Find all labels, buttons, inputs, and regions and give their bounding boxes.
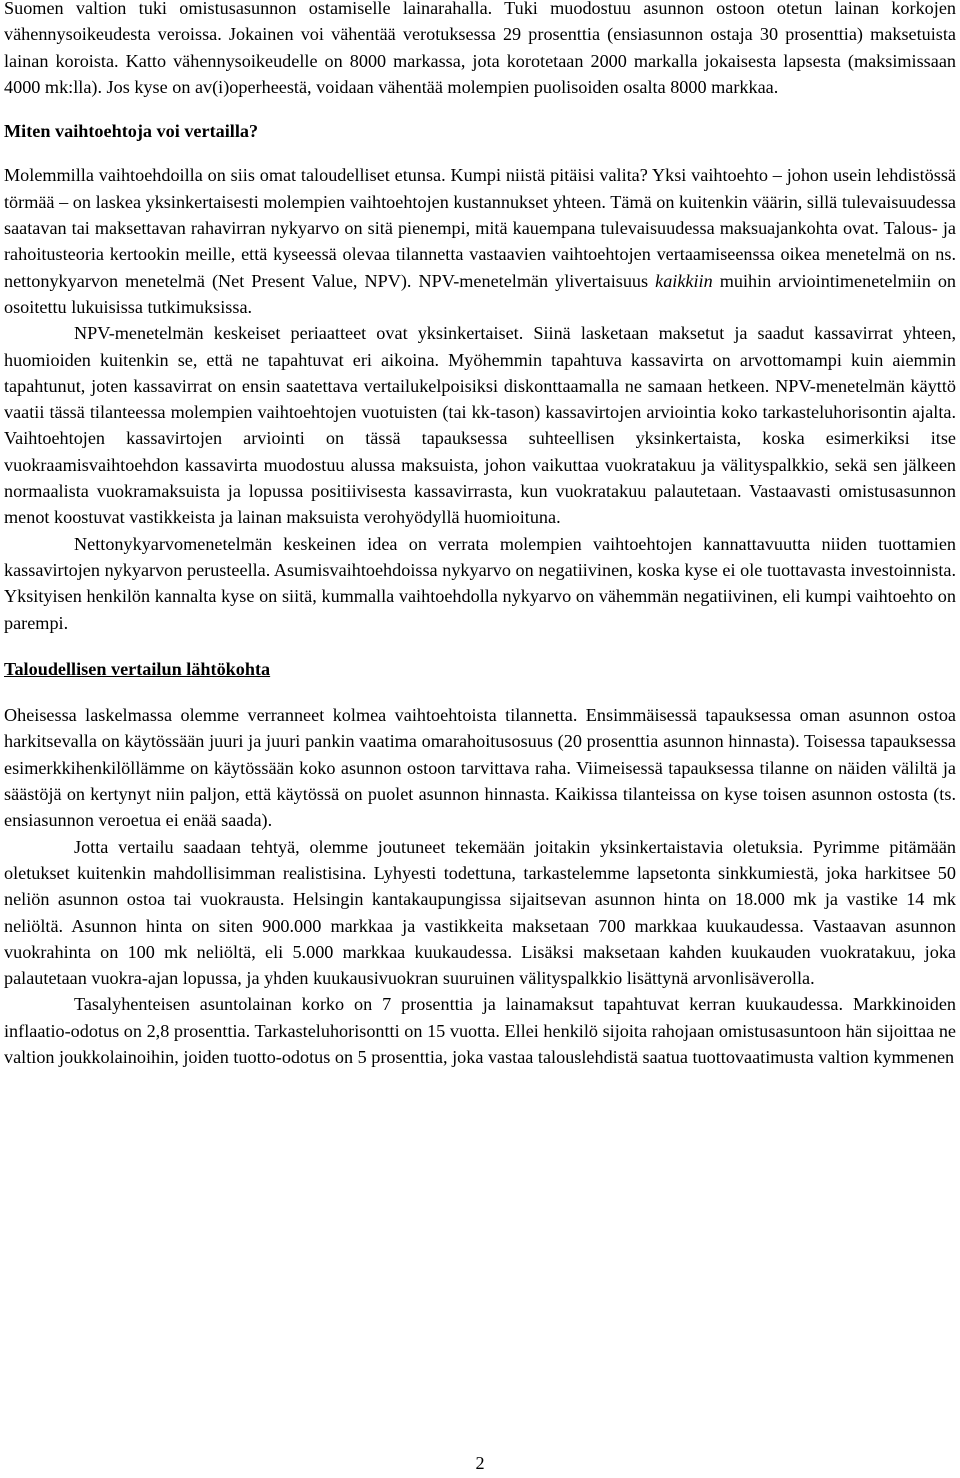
spacer <box>4 636 956 656</box>
spacer <box>4 100 956 118</box>
paragraph-state-support: Suomen valtion tuki omistusasunnon ostamiselle lainarahalla. Tuki muodostuu asunnon ostoon otetun lainan korkojen vähennysoikeudesta veroissa. Jokainen voi vähentää verotuksessa 29 prosenttia (ensiasunnon ostaja 30 prosenttia) maksetuista lainan koroista. Katto vähennysoikeudelle on 8000 markassa, jota korotetaan 2000 markalla jokaisesta lapsesta (maksimissaan 4000 mk:lla). Jos kyse on av(i)operheestä, voidaan vähentää molempien puolisoiden osalta 8000 markkaa. <box>4 0 956 97</box>
document-page <box>4 0 956 1070</box>
paragraph-npv-principles: NPV-menetelmän keskeiset periaatteet ovat yksinkertaiset. Siinä lasketaan maksetut ja saadut kassavirrat yhteen, huomioiden kuitenkin se, että ne tapahtuvat eri aikoina. Myöhemmin tapahtuva kassavirta on arvottomampi kuin aiemmin tapahtunut, joten kassavirrat on ensin saatettava vertailukelpoisiksi diskonttaamalla ne samaan hetkeen. NPV-menetelmän käyttö vaatii tässä tilanteessa molempien vaihtoehtojen vuotuisten (tai kk-tason) kassavirtojen arviointia koko tarkasteluhorisontin ajalta. Vaihtoehtojen kassavirtojen arviointi on tässä tapauksessa suhteellisen yksinkertaista, koska esimerkiksi itse vuokraamisvaihtoehdon kassavirta muodostuu alussa maksuista, johon vaikuttaa vuokratakuu ja välityspalkkio, sekä sen jälkeen normaalista vuokramaksuista ja lopussa positiivisesta kassavirrasta, kun vuokratakuu palautetaan. Vastaavasti omistusasunnon menot koostuvat vastikkeista ja lainan maksuista verohyödyllä huomioituna. <box>4 323 956 528</box>
italic-emphasis: kaikkiin <box>655 270 713 291</box>
spacer <box>4 682 956 702</box>
paragraph-scenarios: Oheisessa laskelmassa olemme verranneet kolmea vaihtoehtoista tilannetta. Ensimmäisessä tapauksessa oman asunnon ostoa harkitsevalla on käytössään juuri ja juuri pankin vaatima omarahoitusosuus (20 prosenttia asunnon hinnasta). Toisessa tapauksessa esimerkkihenkilöllämme on käytössään koko asunnon ostoon tarvittava raha. Viimeisessä tapauksessa tilanne on näiden väliltä ja säästöjä on kertynyt niin paljon, että käytössä on puolet asunnon hinnasta. Kaikissa tilanteissa on kyse toisen asunnon ostosta (ts. ensiasunnon veroetua ei enää saada). <box>4 705 956 831</box>
paragraph-text: Molemmilla vaihtoehdoilla on siis omat taloudelliset etunsa. Kumpi niistä pitäisi valita? Yksi vaihtoehto – johon usein lehdistössä törmää – on laskea yksinkertaisesti molempien vaihtoehtojen kustannukset yhteen. Tämä on kuitenkin väärin, sillä tulevaisuudessa saatavan tai maksettavan rahavirran nykyarvo on sitä pienempi, mitä kauempana tulevaisuudessa maksuajankohta ovat. Talous- ja rahoitusteoria kertookin meille, että kyseessä olevaa tilannetta vastaavien vaihtoehtojen vertaamiseenssa oikea menetelmä on ns. nettonykyarvon menetelmä (Net Present Value, NPV). NPV-menetelmän ylivertaisuus <box>4 165 956 291</box>
paragraph-assumptions: Jotta vertailu saadaan tehtyä, olemme joutuneet tekemään joitakin yksinkertaistavia oletuksia. Pyrimme pitämään oletukset kuitenkin mahdollisimman realistisina. Lyhyesti todettuna, tarkastelemme lapsetonta sinkkumiestä, joka harkitsee 50 neliön asunnon ostoa tai vuokrausta. Helsingin kantakaupungissa sijaitsevan asunnon hinta on 18.000 mk ja vastike 14 mk neliöltä. Asunnon hinta on siten 900.000 markkaa ja vastikkeita maksetaan 700 markkaa kuukaudessa. Vastaavan asunnon vuokrahinta on 100 mk neliöltä, eli 5.000 markkaa kuukaudessa. Lisäksi maksetaan kahden kuukauden vuokratakuu, joka palautetaan vuokra-ajan lopussa, ja yhden kuukausivuokran suuruinen välityspalkkio lisättynä arvonlisäverolla. <box>4 836 956 989</box>
paragraph-loan-terms: Tasalyhenteisen asuntolainan korko on 7 prosenttia ja lainamaksut tapahtuvat kerran kuukaudessa. Markkinoiden inflaatio-odotus on 2,8 prosenttia. Tarkasteluhorisontti on 15 vuotta. Ellei henkilö sijoita rahojaan omistusasuntoon hän sijoittaa ne valtion joukkolainoihin, joiden tuotto-odotus on 5 prosenttia, joka vastaa talouslehdistä saatua tuottovaatimusta valtion kymmenen <box>4 994 956 1067</box>
paragraph-text: muihin arviointimenetelmiin on osoitettu lukuisissa tutkimuksissa. <box>4 270 957 317</box>
heading-how-to-compare: Miten vaihtoehtoja voi vertailla? <box>4 121 259 142</box>
paragraph-comparison-method <box>4 162 956 320</box>
paragraph-npv-idea: Nettonykyarvomenetelmän keskeinen idea on verrata molempien vaihtoehtojen kannattavuutta niiden tuottamien kassavirtojen nykyarvon perusteella. Asumisvaihtoehdoissa nykyarvo on negatiivinen, koska kyse ei ole tuottavasta investoinnista. Yksityisen henkilön kannalta kyse on siitä, kummalla vaihtoehdolla nykyarvo on vähemmän negatiivinen, eli kumpi vaihtoehto on parempi. <box>4 533 956 633</box>
page-number: 2 <box>475 1453 485 1473</box>
heading-comparison-basis: Taloudellisen vertailun lähtökohta <box>4 658 271 679</box>
spacer <box>4 144 956 162</box>
